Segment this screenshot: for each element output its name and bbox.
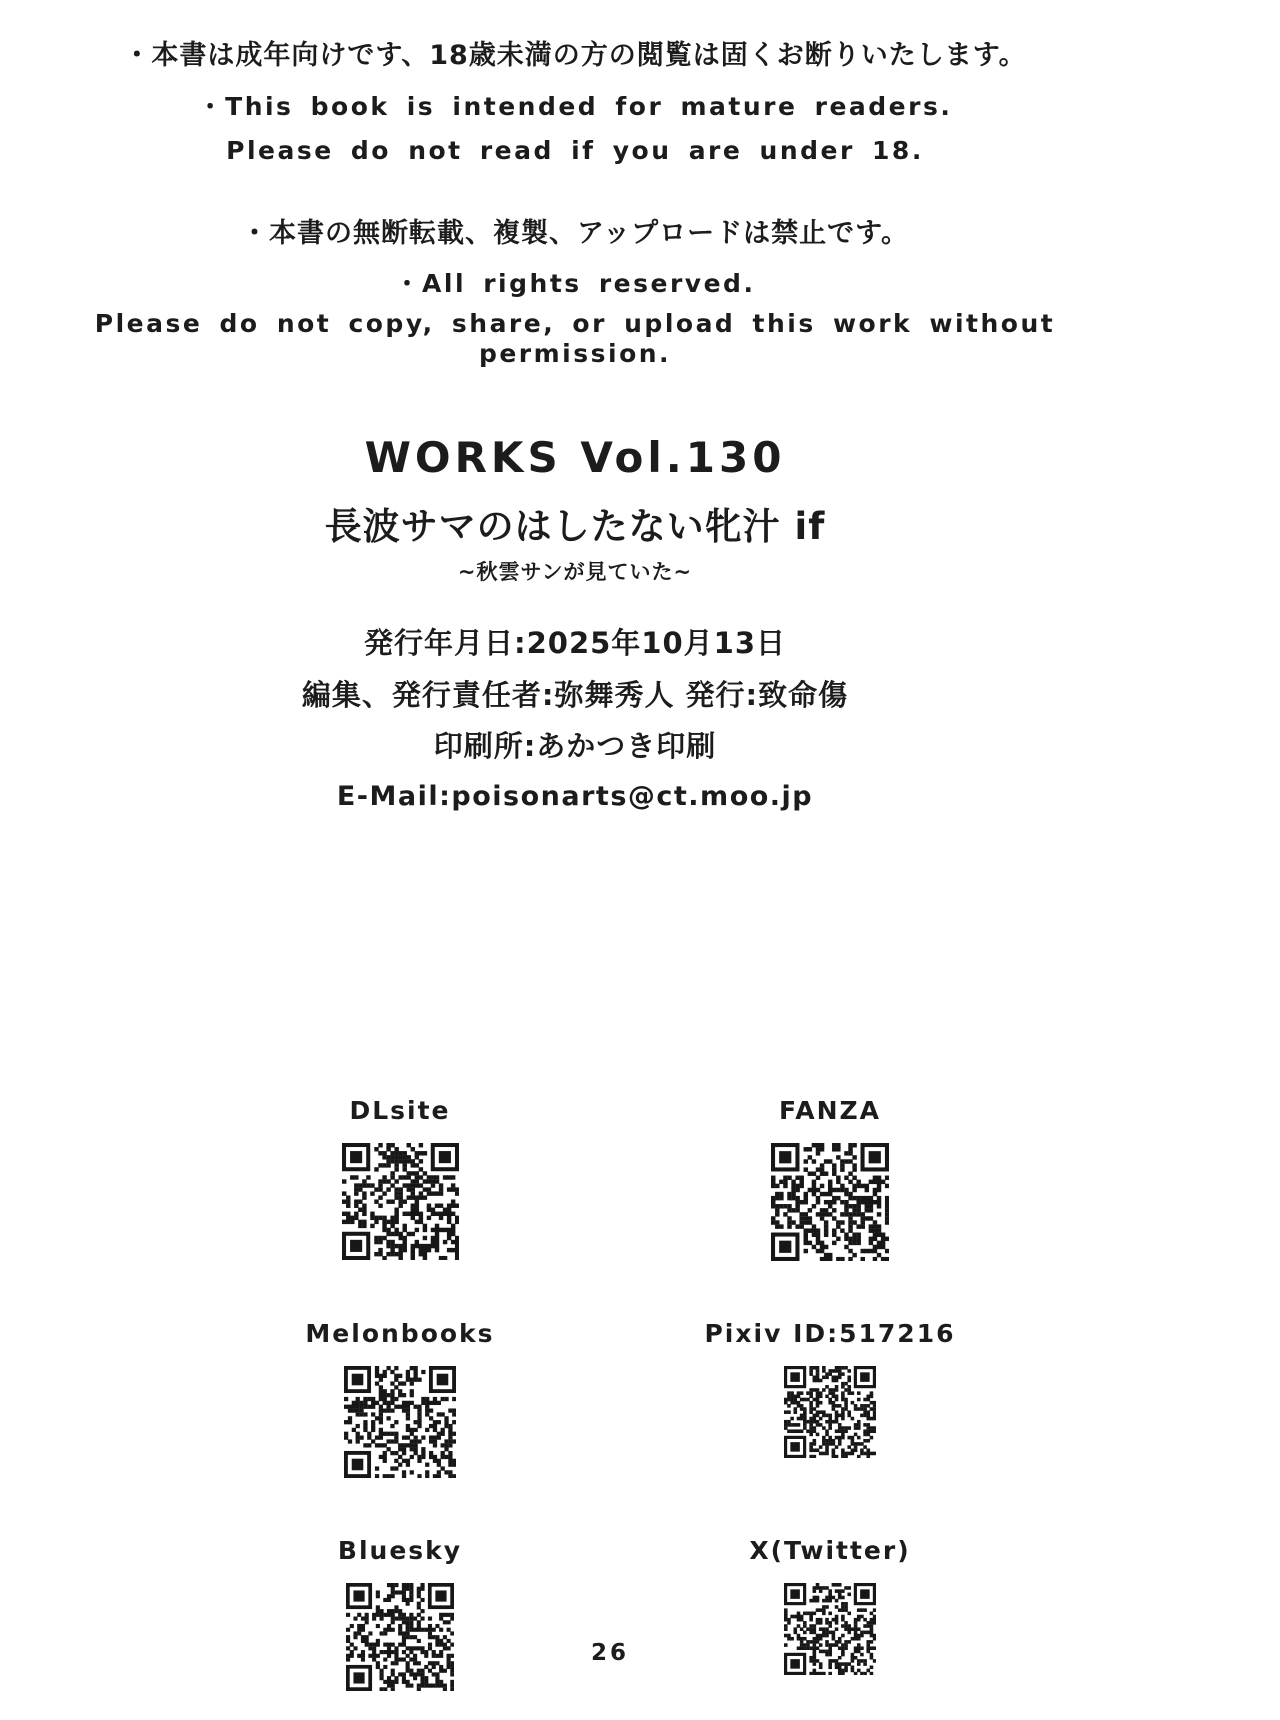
book-title: 長波サマのはしたない牝汁 if — [324, 504, 826, 548]
publication-info-block — [0, 626, 1150, 814]
qr-code-pixiv — [784, 1366, 876, 1458]
age-warning-block — [0, 0, 1150, 166]
age-warning-japanese: ・本書は成年向けです、18歳未満の方の閲覧は固くお断りいたします。 — [123, 40, 1027, 71]
qr-code-melonbooks — [344, 1366, 456, 1478]
rights-notice-english-line1: ・All rights reserved. — [394, 268, 756, 298]
rights-notice-block — [0, 218, 1150, 368]
rights-notice-japanese: ・本書の無断転載、複製、アップロードは禁止です。 — [241, 218, 909, 250]
qr-code-bluesky — [346, 1583, 454, 1691]
qr-label-fanza: FANZA — [779, 1095, 881, 1125]
publication-date: 発行年月日:2025年10月13日 — [363, 625, 787, 660]
qr-cell-fanza — [615, 1096, 1045, 1261]
qr-cell-bluesky — [185, 1536, 615, 1691]
qr-cell-x-twitter — [615, 1536, 1045, 1691]
printer: 印刷所:あかつき印刷 — [433, 729, 717, 764]
qr-label-melonbooks: Melonbooks — [305, 1318, 495, 1348]
book-subtitle: ~秋雲サンが見ていた~ — [457, 559, 693, 584]
rights-notice-english-line2: Please do not copy, share, or upload this work without permission. — [94, 308, 1056, 368]
editor-publisher: 編集、発行責任者:弥舞秀人 発行:致命傷 — [301, 677, 849, 712]
contact-email: E-Mail:poisonarts@ct.moo.jp — [336, 781, 814, 813]
page-number: 26 — [590, 1640, 629, 1666]
qr-cell-dlsite — [185, 1096, 615, 1261]
qr-cell-pixiv — [615, 1319, 1045, 1478]
qr-code-fanza — [771, 1143, 889, 1261]
age-warning-english-line2: Please do not read if you are under 18. — [226, 136, 924, 166]
age-warning-english-line1: ・This book is intended for mature readers. — [197, 92, 953, 122]
qr-cell-melonbooks — [185, 1319, 615, 1478]
qr-link-grid — [185, 1096, 1045, 1691]
title-block — [0, 433, 1150, 586]
qr-label-dlsite: DLsite — [349, 1095, 451, 1125]
qr-label-bluesky: Bluesky — [337, 1535, 463, 1565]
series-title: WORKS Vol.130 — [364, 432, 786, 482]
qr-label-pixiv: Pixiv ID:517216 — [704, 1318, 956, 1348]
qr-label-x-twitter: X(Twitter) — [749, 1535, 911, 1565]
qr-code-dlsite — [342, 1143, 459, 1260]
